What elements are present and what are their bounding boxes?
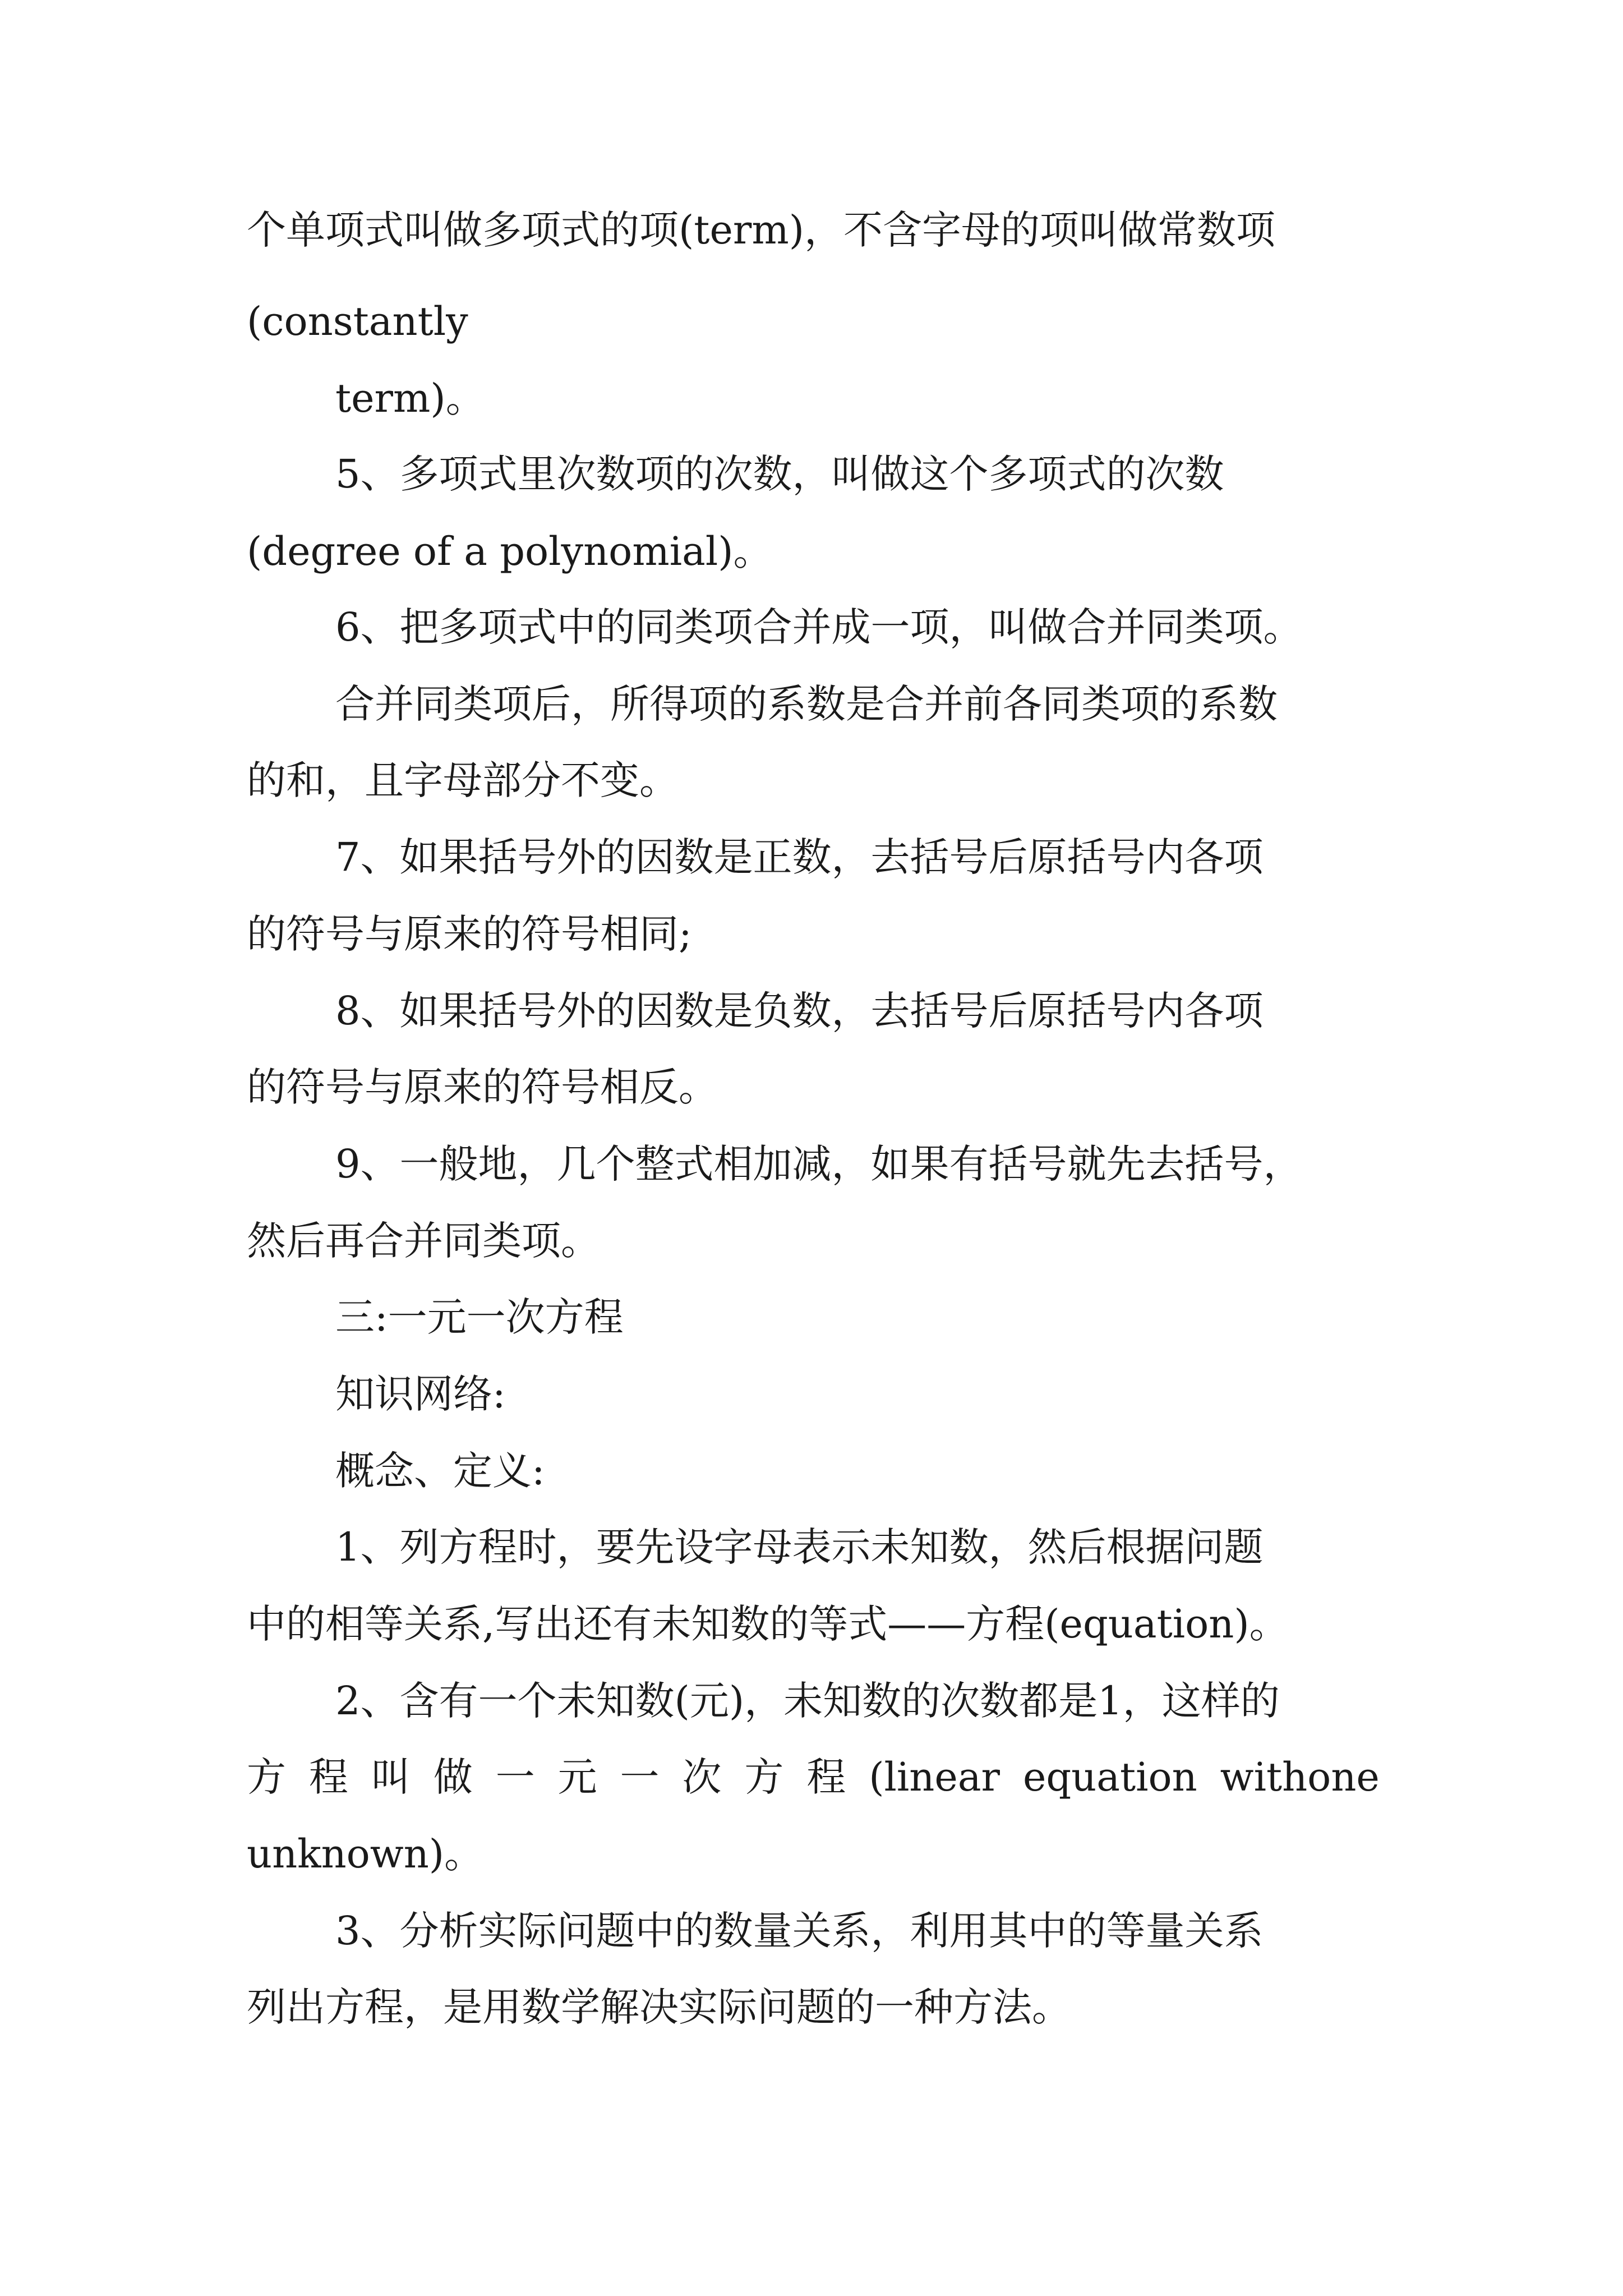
spaced-word: 元 [557,1754,597,1800]
text-line: 合并同类项后，所得项的系数是合并前各同类项的系数 [335,681,1278,727]
text-line: 5、多项式里次数项的次数，叫做这个多项式的次数 [335,451,1224,497]
spaced-word: 程 [806,1754,846,1800]
text-line: term)。 [335,375,485,421]
spaced-word: equation [1022,1754,1197,1800]
spaced-word: 一 [620,1754,660,1800]
spaced-word: 做 [433,1754,473,1800]
text-line: unknown)。 [247,1831,484,1877]
text-line: (degree of a polynomial)。 [247,528,773,574]
spaced-word: (linear [869,1754,1000,1800]
text-line: 的符号与原来的符号相反。 [247,1064,718,1110]
spaced-word: 次 [682,1754,722,1800]
text-line: 9、一般地，几个整式相加减，如果有括号就先去括号， [335,1141,1303,1187]
text-line: 2、含有一个未知数(元)，未知数的次数都是1，这样的 [335,1678,1280,1724]
spaced-word: 程 [308,1754,348,1800]
text-line: 8、如果括号外的因数是负数，去括号后原括号内各项 [335,988,1264,1034]
spaced-word: withone [1220,1754,1380,1800]
text-line: 中的相等关系,写出还有未知数的等式——方程(equation)。 [247,1601,1289,1647]
text-line: 1、列方程时，要先设字母表示未知数，然后根据问题 [335,1524,1264,1570]
text-line: 3、分析实际问题中的数量关系，利用其中的等量关系 [335,1908,1264,1954]
text-line: 的和，且字母部分不变。 [247,757,679,803]
subsection-heading: 概念、定义: [335,1448,545,1494]
spaced-text-line [247,1752,1380,1802]
text-line: 个单项式叫做多项式的项(term)，不含字母的项叫做常数项 [247,207,1276,253]
spaced-word: 一 [495,1754,535,1800]
text-line: 的符号与原来的符号相同; [247,911,692,957]
text-line: 列出方程，是用数学解决实际问题的一种方法。 [247,1984,1071,2030]
text-line: 7、如果括号外的因数是正数，去括号后原括号内各项 [335,834,1264,880]
text-line: 然后再合并同类项。 [247,1218,600,1264]
spaced-word: 方 [744,1754,784,1800]
section-heading: 三:一元一次方程 [335,1294,624,1340]
text-line: 6、把多项式中的同类项合并成一项，叫做合并同类项。 [335,604,1303,650]
text-line: (constantly [247,298,468,344]
spaced-word: 方 [247,1754,286,1800]
subsection-heading: 知识网络: [335,1371,506,1417]
spaced-word: 叫 [371,1754,411,1800]
